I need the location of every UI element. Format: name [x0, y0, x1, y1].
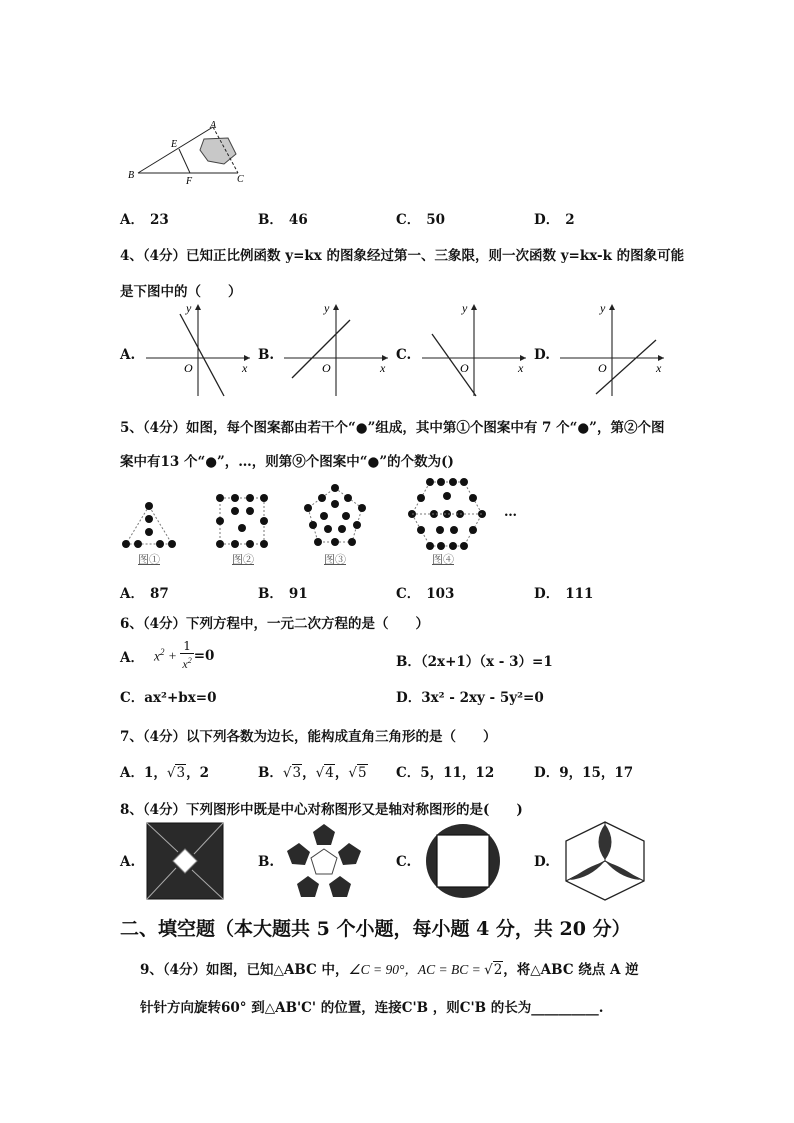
q3-label-e: E — [171, 139, 178, 150]
q7-option-a-sqrt3: 3 — [176, 765, 186, 781]
q4-graph-c[interactable] — [418, 300, 530, 400]
q7-option-b-pre: B． — [258, 765, 283, 781]
q6-option-c[interactable]: C．ax²+bx=0 — [120, 690, 217, 706]
q7-option-c[interactable]: C．5，11，12 — [396, 765, 495, 781]
q5-option-d-letter: D． — [534, 586, 560, 602]
q4a-y-label: y — [186, 301, 192, 315]
q7-option-b-sqrt-sign-2: √ — [315, 765, 325, 781]
q4d-y-label: y — [600, 301, 606, 315]
q6-option-a-fraction: $\frac{1}{x^2}$ — [182, 639, 192, 671]
q3-label-a: A — [210, 120, 217, 131]
q3-option-a-text: 23 — [149, 212, 169, 228]
q6-option-a-tail: =0 — [193, 647, 215, 664]
q3-option-a[interactable] — [120, 208, 169, 228]
q7-option-b-sqrt4: 4 — [325, 765, 334, 781]
q6-option-a-formula: $x^2$ + — [153, 646, 181, 664]
q3-option-d[interactable] — [534, 208, 575, 228]
q8-figure-a[interactable] — [146, 822, 224, 900]
q4-option-b-label[interactable]: B. — [258, 347, 275, 363]
q4b-x-label: x — [380, 361, 386, 375]
q9-sqrt2: 2 — [493, 962, 503, 978]
q3-option-c-text: 50 — [426, 212, 446, 228]
q5-option-b-letter: B． — [258, 586, 283, 602]
q5-stem-line1: 5、（4分）如图，每个图案都由若干个“●”组成，其中第①个图案中有 7 个“●”，第②个图 — [120, 420, 665, 436]
q7-option-b-sqrt3: 3 — [292, 765, 302, 781]
q9-sqrt-sign: √ — [484, 962, 493, 978]
q8-figure-d[interactable] — [562, 820, 648, 902]
q3-label-f: F — [186, 176, 193, 187]
q8-option-c-label[interactable]: C. — [396, 854, 412, 870]
q5-caption-1: 图① — [138, 553, 160, 566]
q7-option-a-sqrt-sign: √ — [166, 765, 176, 781]
q5-option-d-text: 111 — [565, 586, 594, 602]
q4-graph-d[interactable] — [556, 300, 668, 400]
q8-figure-c[interactable] — [424, 822, 502, 900]
q5-option-b-text: 91 — [288, 586, 308, 602]
q4-graph-a[interactable] — [142, 300, 254, 400]
q4-option-d-label[interactable]: D. — [534, 347, 550, 363]
q8-option-a-label[interactable]: A. — [120, 854, 136, 870]
q3-label-b: B — [128, 170, 135, 181]
q5-option-a-text: 87 — [149, 586, 169, 602]
q5-option-d[interactable] — [534, 582, 593, 602]
q9-line1-b: ，将△ABC 绕点 A 逆 — [503, 962, 639, 978]
q5-stem-line2: 案中有13 个“●”，…，则第⑨个图案中“●”的个数为() — [120, 454, 454, 470]
q3-option-b-text: 46 — [288, 212, 308, 228]
q4c-origin-label: O — [460, 361, 469, 375]
q6-option-b[interactable]: B．（2x+1）（x - 3）=1 — [396, 654, 553, 670]
q5-pattern-figures — [112, 476, 532, 568]
q4b-origin-label: O — [322, 361, 331, 375]
q7-option-b-sqrt-sign-3: √ — [348, 765, 357, 781]
q7-option-a[interactable] — [120, 761, 209, 781]
q3-option-d-letter: D． — [534, 212, 560, 228]
q9-line1 — [140, 958, 639, 978]
q8-option-b-label[interactable]: B. — [258, 854, 275, 870]
q3-option-a-letter: A． — [120, 212, 144, 228]
q4c-x-label: x — [518, 361, 524, 375]
q7-option-d[interactable]: D．9，15，17 — [534, 765, 634, 781]
q3-option-b[interactable] — [258, 208, 308, 228]
q6-stem: 6、（4分）下列方程中，一元二次方程的是（ ） — [120, 616, 430, 632]
q7-option-b-sqrt-sign-1: √ — [282, 765, 292, 781]
q3-option-b-letter: B． — [258, 212, 283, 228]
q5-option-a[interactable] — [120, 582, 169, 602]
q7-option-a-post: ，2 — [186, 765, 209, 781]
section2-title: 二、填空题（本大题共 5 个小题，每小题 4 分，共 20 分） — [120, 918, 631, 940]
q7-option-a-pre: A．1， — [120, 765, 167, 781]
q4-option-c-label[interactable]: C. — [396, 347, 412, 363]
q5-option-c-text: 103 — [426, 586, 455, 602]
q7-stem: 7、（4分）以下列各数为边长，能构成直角三角形的是（ ） — [120, 729, 497, 745]
q5-caption-3: 图③ — [324, 553, 346, 566]
q4-stem-line2: 是下图中的（ ） — [120, 284, 242, 300]
q5-caption-4: 图④ — [432, 553, 454, 566]
q7-option-b[interactable]: B．√3，√4，√5 — [258, 765, 367, 781]
q9-line1-a: 9、（4分）如图，已知△ABC 中， — [140, 962, 349, 978]
q4d-x-label: x — [656, 361, 662, 375]
q5-option-b[interactable] — [258, 582, 308, 602]
q5-caption-2: 图② — [232, 553, 254, 566]
q4b-y-label: y — [324, 301, 330, 315]
q5-option-c[interactable] — [396, 582, 454, 602]
q3-option-d-text: 2 — [565, 212, 575, 228]
q6-option-d[interactable]: D．3x² - 2xy - 5y²=0 — [396, 690, 544, 706]
q5-ellipsis: … — [504, 505, 517, 520]
q3-option-c[interactable] — [396, 208, 445, 228]
q4-stem-line1: 4、（4分）已知正比例函数 y=kx 的图象经过第一、三象限，则一次函数 y=kx-k 的图象可能 — [120, 248, 685, 264]
q4d-origin-label: O — [598, 361, 607, 375]
q6-option-a[interactable] — [120, 640, 214, 671]
q4a-origin-label: O — [184, 361, 193, 375]
q3-triangle-figure — [120, 118, 260, 188]
q3-label-c: C — [237, 174, 244, 185]
q4a-x-label: x — [242, 361, 248, 375]
q4-graph-b[interactable] — [280, 300, 392, 400]
q4c-y-label: y — [462, 301, 468, 315]
q4-option-a-label[interactable]: A. — [120, 347, 136, 363]
q9-line2: 针针方向旋转60° 到△AB'C' 的位置，连接C'B ，则C'B 的长为__________. — [140, 1000, 604, 1016]
q5-option-a-letter: A． — [120, 586, 144, 602]
q8-figure-b[interactable] — [282, 822, 366, 902]
q9-line1-cond: ∠C = 90°，AC = BC = — [348, 962, 485, 977]
q8-stem: 8、（4分）下列图形中既是中心对称图形又是轴对称图形的是( ) — [120, 802, 523, 818]
q6-option-a-letter: A． — [120, 649, 144, 666]
q3-option-c-letter: C． — [396, 212, 421, 228]
q8-option-d-label[interactable]: D. — [534, 854, 550, 870]
q7-option-b-sqrt5: 5 — [357, 765, 367, 781]
q5-option-c-letter: C． — [396, 586, 421, 602]
